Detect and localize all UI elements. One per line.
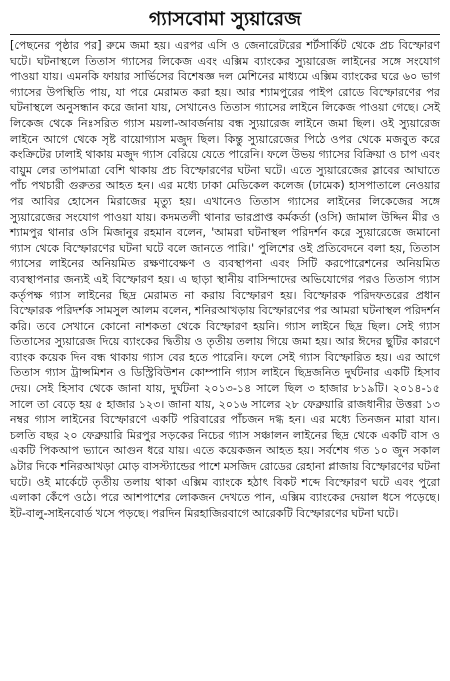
article-body <box>10 38 440 521</box>
headline-divider <box>10 34 440 35</box>
article-headline: গ্যাসবোমা স্যুয়ারেজ <box>148 8 302 30</box>
article-body-text: রুমে জমা হয়। এরপর এসি ও জেনারেটরের শর্টসার্কিট থেকে প্রচ বিস্ফোরণ ঘটে। ঘটনাস্থলে তিতাস গ্যাসের লিকেজ এবং এক্সিম ব্যাংকের স্যুয়ারেজ লাইনের সঙ্গে সংযোগ পাওয়া যায়। এমনকি ফায়ার সার্ভিসের বিশেষজ্ঞ দল মেশিনের মাধ্যমে এক্সিম ব্যাংকের ঘরে ৬০ ভাগ গ্যাসের উপস্থিতি পায়, যা পরে মেরামত করা হয়। আর শ্যামপুরের পাইপ রোডে বিস্ফোরণের পর ঘটনাস্থলে অনুসন্ধান করে জানা যায়, সেখানেও তিতাস গ্যাসের লাইনে লিকেজ পাওয়া গেছে। সেই লিকেজ থেকে নিঃসরিত গ্যাস ময়লা-আবর্জনায় বন্ধ স্যুয়ারেজ লাইনে জমা ছিল। ওই স্যুয়ারেজ লাইনে আগে থেকে সৃষ্ট বায়োগ্যাস মজুদ ছিল। কিন্তু স্যুয়ারেজের পিঠে ওপর থেকে মজবুত করে কংক্রিটের ঢালাই থাকায় মজুদ গ্যাস বেরিয়ে যেতে পারেনি। ফলে উভয় গ্যাসের বিক্রিয়া ও চাপ এবং বায়ুম লের তাপমাত্রা বেশি থাকায় প্রচ বিস্ফোরণের ঘটনা ঘটে। এতে স্যুয়ারেজের স্লাবের আঘাতে পাঁচ পথচারী গুরুতর আহত হন। এর মধ্যে ঢাকা মেডিকেল কলেজ (ঢামেক) হাসপাতালে নেওয়ার পর আবির হোসেন মিরাজের মৃত্যু হয়। এখানেও তিতাস গ্যাসের লাইনের লিকেজের সঙ্গে স্যুয়ারেজের সংযোগ পাওয়া যায়। কদমতলী থানার ভারপ্রাপ্ত কর্মকর্তা (ওসি) জামাল উদ্দিন মীর ও শ্যামপুর থানার ওসি মিজানুর রহমান বলেন, 'আমরা ঘটনাস্থল পরিদর্শন করে স্যুয়ারেজে জমানো গ্যাস থেকে বিস্ফোরণের ঘটনা ঘটে বলে জানতে পারি।' পুলিশের ওই প্রতিবেদনে বলা হয়, তিতাস গ্যাসের লাইনের অনিয়মিত রক্ষণাবেক্ষণ ও ব্যবস্থাপনা এবং সিটি করপোরেশনের অনিয়মিত ব্যবস্থাপনার জন্যই এই বিস্ফোরণ হয়। এ ছাড়া স্থানীয় বাসিন্দাদের অভিযোগের পরও তিতাস গ্যাস কর্তৃপক্ষ গ্যাস লাইনের ছিদ্র মেরামত না করায় বিস্ফোরণ হয়। বিস্ফোরক পরিদফতরের প্রধান বিস্ফোরক পরিদর্শক সামসুল আলম বলেন, শনিরআখড়ায় বিস্ফোরণের পর আমরা ঘটনাস্থল পরিদর্শন করি। তবে সেখানে কোনো নাশকতা থেকে বিস্ফোরণ হয়নি। গ্যাস লাইনে ছিদ্র ছিল। সেই গ্যাস তিতাসের স্যুয়ারেজ দিয়ে ব্যাংকের দ্বিতীয় ও তৃতীয় তলায় গিয়ে জমা হয়। আর ঈদের ছুটির কারণে ব্যাংক কয়েক দিন বন্ধ থাকায় গ্যাস বের হতে পারেনি। ফলে সেই গ্যাস বিস্ফোরিত হয়। এর আগে তিতাস গ্যাস ট্রান্সমিশন ও ডিস্ট্রিবিউশন কোম্পানি গ্যাস লাইনে ছিদ্রজনিত দুর্ঘটনার একটি হিসাব দেয়। সেই হিসাব থেকে জানা যায়, দুর্ঘটনা ২০১৩-১৪ সালে ছিল ৩ হাজার ৮১৯টি। ২০১৪-১৫ সালে তা বেড়ে হয় ৫ হাজার ১২৩। জানা যায়, ২০১৬ সালের ২৮ ফেব্রুয়ারি রাজধানীর উত্তরা ১৩ নম্বর গ্যাস লাইনের বিস্ফোরণে একটি পরিবারের পাঁচজন দগ্ধ হন। এর মধ্যে তিনজন মারা যান। চলতি বছর ২০ ফেব্রুয়ারি মিরপুর সড়কের নিচের গ্যাস সঞ্চালন লাইনের ছিদ্র থেকে একটি বাস ও একটি পিকআপ ভ্যানে আগুন ধরে যায়। এতে কয়েকজন আহত হয়। সর্বশেষ গত ১০ জুন সকাল ৯টার দিকে শনিরআখড়া মোড় বাসস্ট্যান্ডের পাশে মসজিদ রোডের রেহানা প্লাজায় বিস্ফোরণের ঘটনা ঘটে। ওই মার্কেটে তৃতীয় তলায় থাকা এক্সিম ব্যাংকে হঠাৎ বিকট শব্দে বিস্ফোরণ ঘটে এবং পুরো এলাকা কেঁপে ওঠে। পরে আশপাশের লোকজন দেখতে পান, এক্সিম ব্যাংকের দেয়াল ধসে পড়েছে। ইট-বালু-সাইনবোর্ড খসে পড়ছে। পরদিন মিরহাজিরবাগে আরেকটি বিস্ফোরণের ঘটনা ঘটে। <box>10 39 440 520</box>
continuation-label: [পেছনের পৃষ্ঠার পর] <box>10 39 102 52</box>
